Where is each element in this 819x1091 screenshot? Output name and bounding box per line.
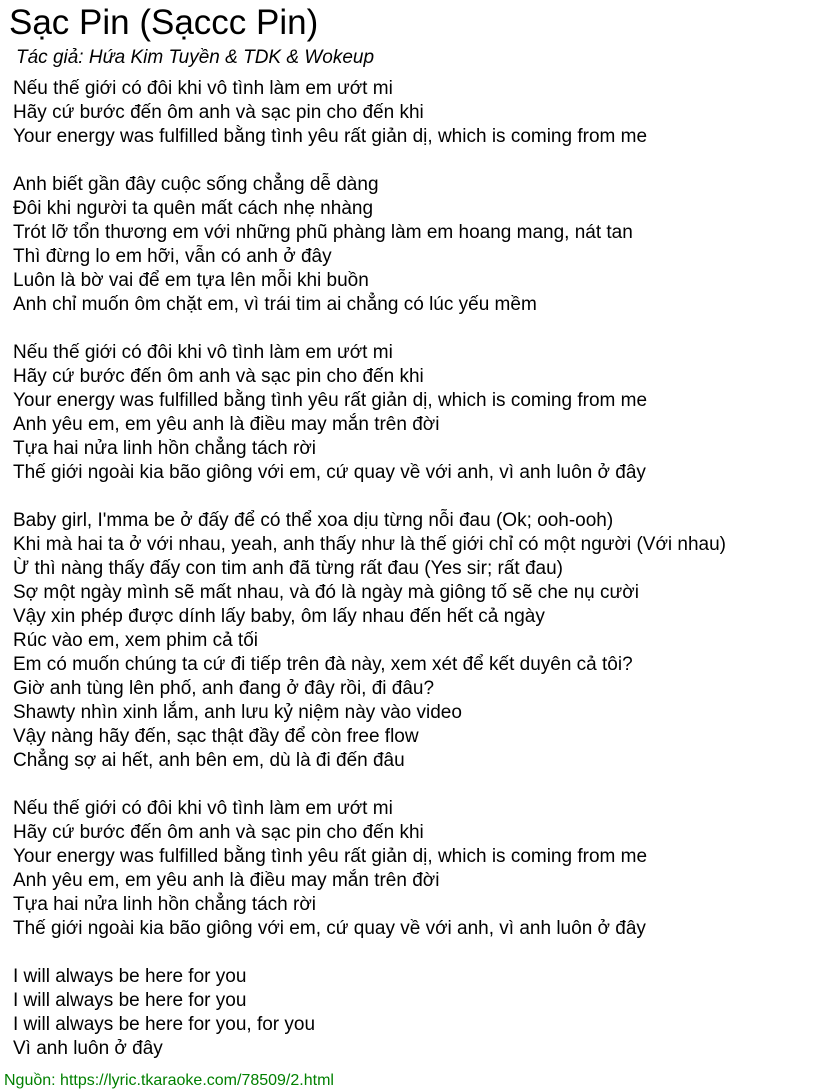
lyric-line: Anh biết gần đây cuộc sống chẳng dễ dàng [13,174,379,195]
lyric-line: Hãy cứ bước đến ôm anh và sạc pin cho đến khi [13,822,424,843]
stanza-gap [13,941,819,965]
source-link[interactable]: https://lyric.tkaraoke.com/78509/2.html [60,1072,334,1089]
lyric-line: Em có muốn chúng ta cứ đi tiếp trên đà này, xem xét để kết duyên cả tôi? [13,654,633,675]
lyric-line: Vậy xin phép được dính lấy baby, ôm lấy nhau đến hết cả ngày [13,606,545,627]
stanza-6 [13,965,819,1061]
stanza-gap [13,485,819,509]
stanza-gap [13,773,819,797]
lyric-line: Giờ anh tùng lên phố, anh đang ở đây rồi, đi đâu? [13,678,435,699]
lyric-line: Your energy was fulfilled bằng tình yêu rất giản dị, which is coming from me [13,390,648,411]
lyric-line: Your energy was fulfilled bằng tình yêu rất giản dị, which is coming from me [13,126,648,147]
lyric-line: Vì anh luôn ở đây [13,1038,163,1059]
lyric-line: Hãy cứ bước đến ôm anh và sạc pin cho đến khi [13,366,424,387]
lyric-line: Shawty nhìn xinh lắm, anh lưu kỷ niệm này vào video [13,702,462,723]
stanza-5 [13,797,819,941]
lyric-line: I will always be here for you [13,990,247,1011]
stanza-3 [13,341,819,485]
lyric-line: Baby girl, I'mma be ở đấy để có thể xoa dịu từng nỗi đau (Ok; ooh-ooh) [13,510,614,531]
lyric-line: Trót lỡ tổn thương em với những phũ phàng làm em hoang mang, nát tan [13,222,633,243]
lyric-line: Đôi khi người ta quên mất cách nhẹ nhàng [13,198,374,219]
lyric-line: Luôn là bờ vai để em tựa lên mỗi khi buồn [13,270,369,291]
lyric-line: Tựa hai nửa linh hồn chẳng tách rời [13,438,317,459]
lyrics-body [13,77,819,1061]
lyric-line: Ừ thì nàng thấy đấy con tim anh đã từng rất đau (Yes sir; rất đau) [13,558,563,579]
lyric-line: Nếu thế giới có đôi khi vô tình làm em ướt mi [13,78,393,99]
stanza-1 [13,77,819,149]
stanza-4 [13,509,819,773]
lyric-line: Anh chỉ muốn ôm chặt em, vì trái tim ai chẳng có lúc yếu mềm [13,294,537,315]
source-label: Nguồn: [4,1072,56,1089]
lyric-line: Rúc vào em, xem phim cả tối [13,630,258,651]
lyric-line: Vậy nàng hãy đến, sạc thật đầy để còn free flow [13,726,419,747]
lyric-line: Thế giới ngoài kia bão giông với em, cứ quay về với anh, vì anh luôn ở đây [13,462,646,483]
lyric-line: Thì đừng lo em hỡi, vẫn có anh ở đây [13,246,332,267]
stanza-gap [13,149,819,173]
lyric-line: I will always be here for you [13,966,247,987]
song-title: Sạc Pin (Sạccc Pin) [9,3,319,42]
lyric-line: Hãy cứ bước đến ôm anh và sạc pin cho đến khi [13,102,424,123]
lyric-line: Khi mà hai ta ở với nhau, yeah, anh thấy như là thế giới chỉ có một người (Với nhau) [13,534,726,555]
stanza-gap [13,317,819,341]
song-author: Tác giả: Hứa Kim Tuyền & TDK & Wokeup [16,47,375,68]
lyric-line: Thế giới ngoài kia bão giông với em, cứ quay về với anh, vì anh luôn ở đây [13,918,646,939]
lyric-line: Chẳng sợ ai hết, anh bên em, dù là đi đến đâu [13,750,405,771]
lyric-line: Nếu thế giới có đôi khi vô tình làm em ướt mi [13,342,393,363]
lyric-line: Anh yêu em, em yêu anh là điều may mắn trên đời [13,870,440,891]
lyric-line: I will always be here for you, for you [13,1014,316,1035]
stanza-2 [13,173,819,317]
lyric-line: Your energy was fulfilled bằng tình yêu rất giản dị, which is coming from me [13,846,648,867]
lyric-line: Nếu thế giới có đôi khi vô tình làm em ướt mi [13,798,393,819]
source-credit [4,1071,334,1091]
lyric-line: Tựa hai nửa linh hồn chẳng tách rời [13,894,317,915]
lyric-line: Sợ một ngày mình sẽ mất nhau, và đó là ngày mà giông tố sẽ che nụ cười [13,582,639,603]
lyric-line: Anh yêu em, em yêu anh là điều may mắn trên đời [13,414,440,435]
